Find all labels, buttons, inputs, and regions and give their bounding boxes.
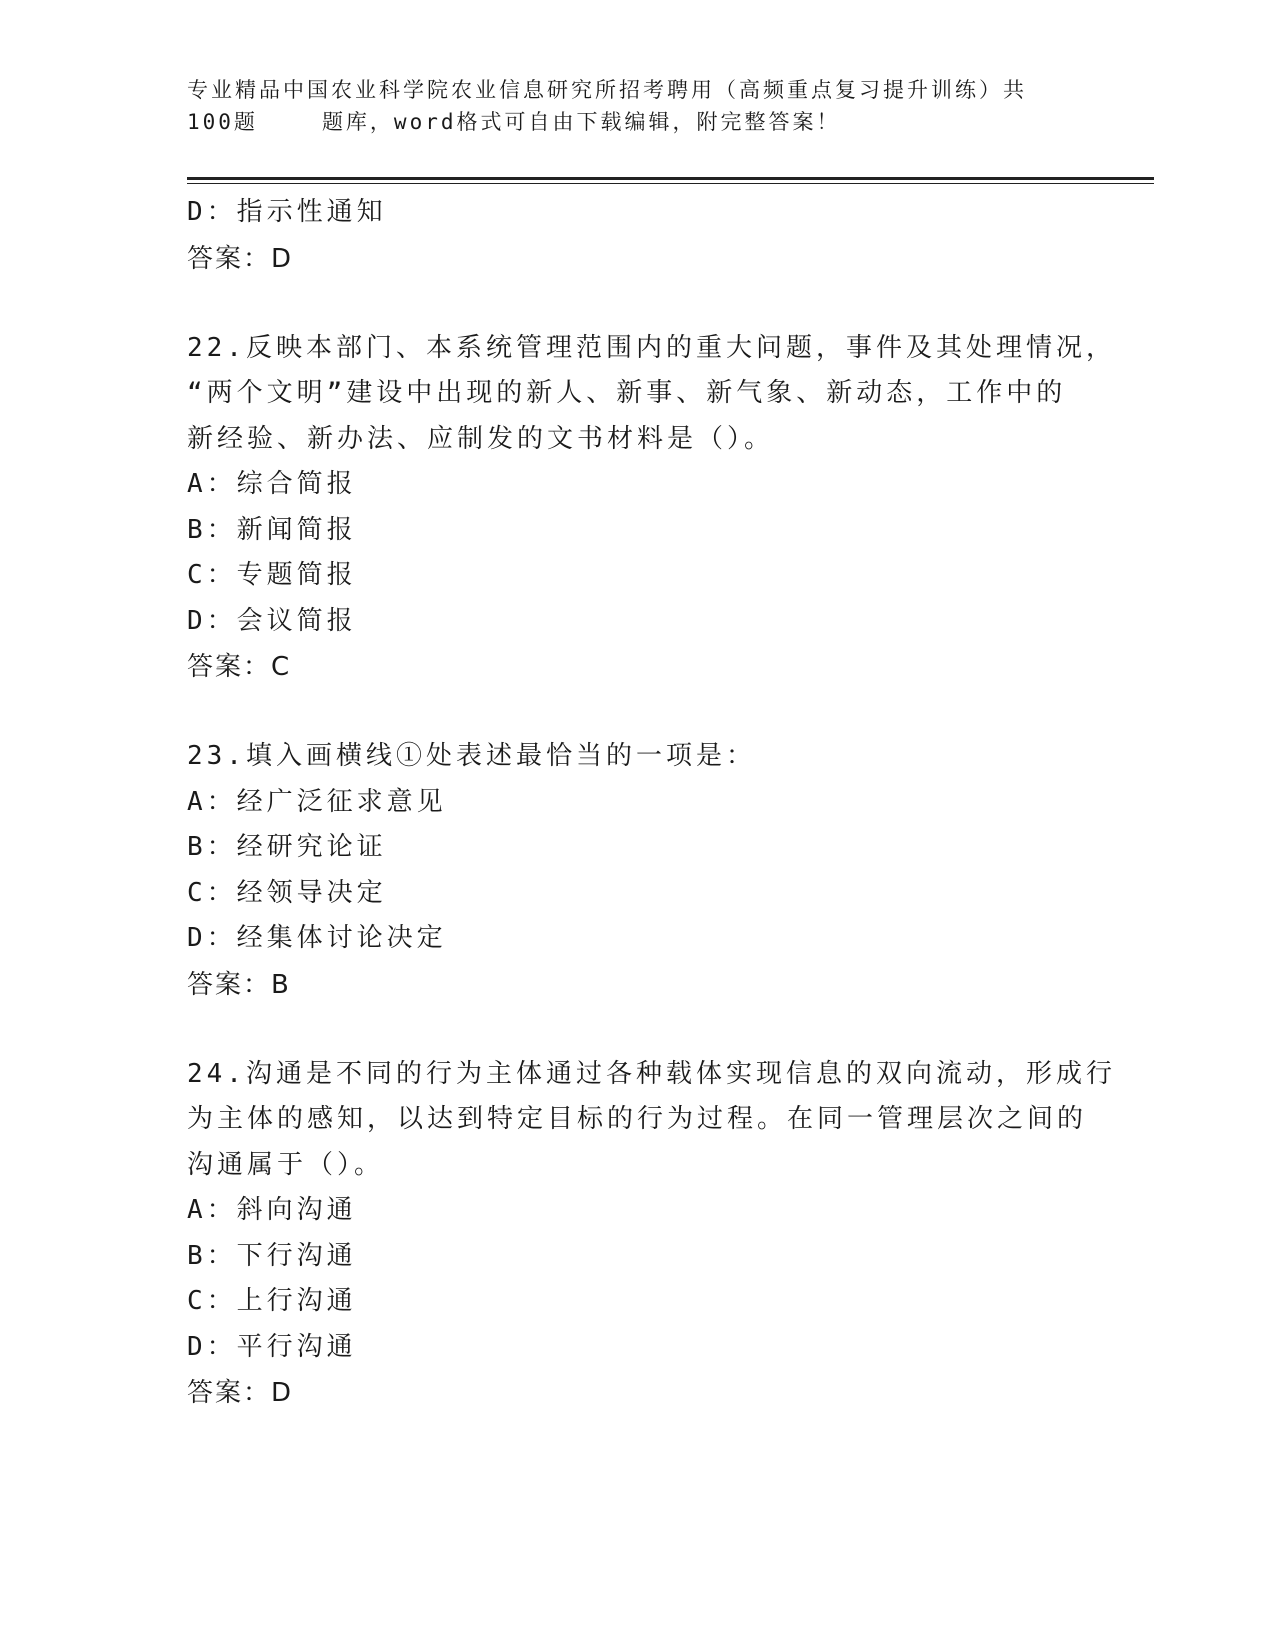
answer-line: 答案：D — [187, 1378, 294, 1408]
question-stem-line: 22.反映本部门、本系统管理范围内的重大问题，事件及其处理情况， — [187, 332, 1116, 363]
option-c: C：经领导决定 — [187, 877, 387, 908]
question-stem-line: 24.沟通是不同的行为主体通过各种载体实现信息的双向流动，形成行 — [187, 1058, 1116, 1089]
answer-line: 答案：C — [187, 652, 292, 682]
option-c: C：上行沟通 — [187, 1286, 357, 1316]
option-d: D：会议简报 — [187, 605, 357, 636]
question-24 — [187, 1052, 1116, 1417]
question-count: 100题 — [187, 110, 258, 134]
question-stem-line: 23.填入画横线①处表述最恰当的一项是： — [187, 741, 756, 771]
answer-line: 答案：D — [187, 243, 294, 274]
option-b: B：新闻简报 — [187, 514, 357, 545]
header-description: 题库，word格式可自由下载编辑，附完整答案！ — [321, 110, 841, 134]
header-rule-thick — [187, 177, 1154, 180]
option-d: D：经集体讨论决定 — [187, 923, 447, 953]
question-stem-line: 新经验、新办法、应制发的文书材料是（）。 — [187, 423, 775, 454]
question-22 — [187, 326, 1116, 691]
option-d: D：平行沟通 — [187, 1331, 357, 1362]
option-c: C：专题简报 — [187, 560, 357, 590]
header-title-line: 专业精品中国农业科学院农业信息研究所招考聘用（高频重点复习提升训练）共 — [187, 78, 1027, 102]
answer-line: 答案：B — [187, 969, 291, 1000]
previous-question-tail — [187, 190, 1087, 282]
question-stem-line: 沟通属于（）。 — [187, 1149, 385, 1180]
option-b: B：下行沟通 — [187, 1240, 357, 1271]
option-a: A：综合简报 — [187, 469, 357, 499]
option-a: A：斜向沟通 — [187, 1195, 357, 1225]
header-subtitle-line — [187, 106, 1087, 138]
question-content — [187, 190, 1116, 1416]
option-a: A：经广泛征求意见 — [187, 786, 447, 817]
header-rule-thin — [187, 183, 1154, 184]
option-d: D：指示性通知 — [187, 197, 387, 227]
page-header — [187, 74, 1087, 138]
question-stem-line: 为主体的感知，以达到特定目标的行为过程。在同一管理层次之间的 — [187, 1104, 1088, 1134]
question-23 — [187, 734, 1087, 1008]
option-b: B：经研究论证 — [187, 832, 387, 862]
question-stem-line: “两个文明”建设中出现的新人、新事、新气象、新动态，工作中的 — [187, 378, 1067, 408]
